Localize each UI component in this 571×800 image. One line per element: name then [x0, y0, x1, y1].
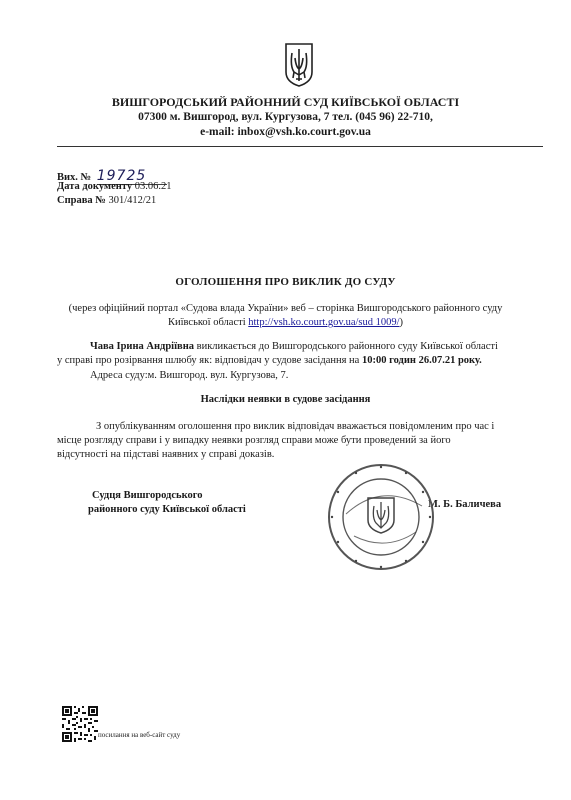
person-name: Чава Ірина Андріївна — [90, 341, 194, 352]
court-website-link[interactable]: http://vsh.ko.court.gov.ua/sud 1009/ — [248, 317, 400, 328]
court-seal-icon — [326, 462, 436, 572]
court-email: e-mail: inbox@vsh.ko.court.gov.ua — [200, 126, 371, 138]
summons-text-1: викликається до Вишгородського районного суду Київської області — [194, 341, 498, 352]
qr-code-icon[interactable] — [62, 706, 98, 742]
consequences-line3: відсутності на підставі наявних у справі доказів. — [57, 449, 275, 460]
judge-name: М. Б. Баличева — [428, 499, 502, 510]
subtitle-end: ) — [399, 317, 404, 328]
subtitle-prefix: Київської області — [167, 317, 249, 328]
court-address: 07300 м. Вишгород, вул. Кургузова, 7 тел. (045 96) 22-710, — [138, 111, 433, 123]
consequences-line1: З опублікуванням оголошення про виклик відповідач вважається повідомленим про час і — [96, 421, 495, 432]
outgoing-number-value: 19725 — [97, 168, 167, 185]
judge-role-line2: районного суду Київської області — [88, 504, 246, 515]
hearing-time: 10:00 годин 26.07.21 року. — [361, 355, 482, 366]
court-address-line: Адреса суду:м. Вишгород. вул. Кургузова, 7. — [90, 370, 289, 381]
consequences-line2: місце розгляду справи і у випадку неявки розгляд справи може бути проведений за його — [57, 435, 451, 446]
document-date-value: 03.06.21 — [134, 181, 172, 192]
judge-role-line1: Судця Вишгородського — [92, 490, 203, 501]
coat-of-arms-icon — [284, 42, 314, 88]
outgoing-number-label: Вих. № — [57, 172, 92, 183]
case-number-value: 301/412/21 — [108, 195, 157, 206]
header-divider — [57, 146, 543, 147]
case-number — [57, 195, 156, 206]
court-name: ВИШГОРОДСЬКИЙ РАЙОННИЙ СУД КИЇВСЬКОЇ ОБЛАСТІ — [111, 95, 460, 109]
summons-text-2: у справі про розірвання шлюбу як: відповідач у судове засідання на — [57, 355, 362, 366]
consequences-title: Наслідки неявки в судове засідання — [200, 394, 371, 405]
summons-line1 — [90, 339, 498, 354]
case-number-label: Справа № — [57, 195, 106, 206]
document-date — [57, 181, 171, 192]
qr-caption: посилання на веб-сайт суду — [98, 731, 181, 739]
notice-subtitle-line1: (через офіційний портал «Судова влада України» веб – сторінка Вишгородського районного суду — [68, 303, 503, 314]
document-date-label: Дата документу — [57, 181, 133, 192]
notice-title: ОГОЛОШЕННЯ ПРО ВИКЛИК ДО СУДУ — [175, 276, 396, 288]
notice-subtitle-line2 — [30, 315, 541, 330]
summons-line2 — [57, 353, 482, 368]
